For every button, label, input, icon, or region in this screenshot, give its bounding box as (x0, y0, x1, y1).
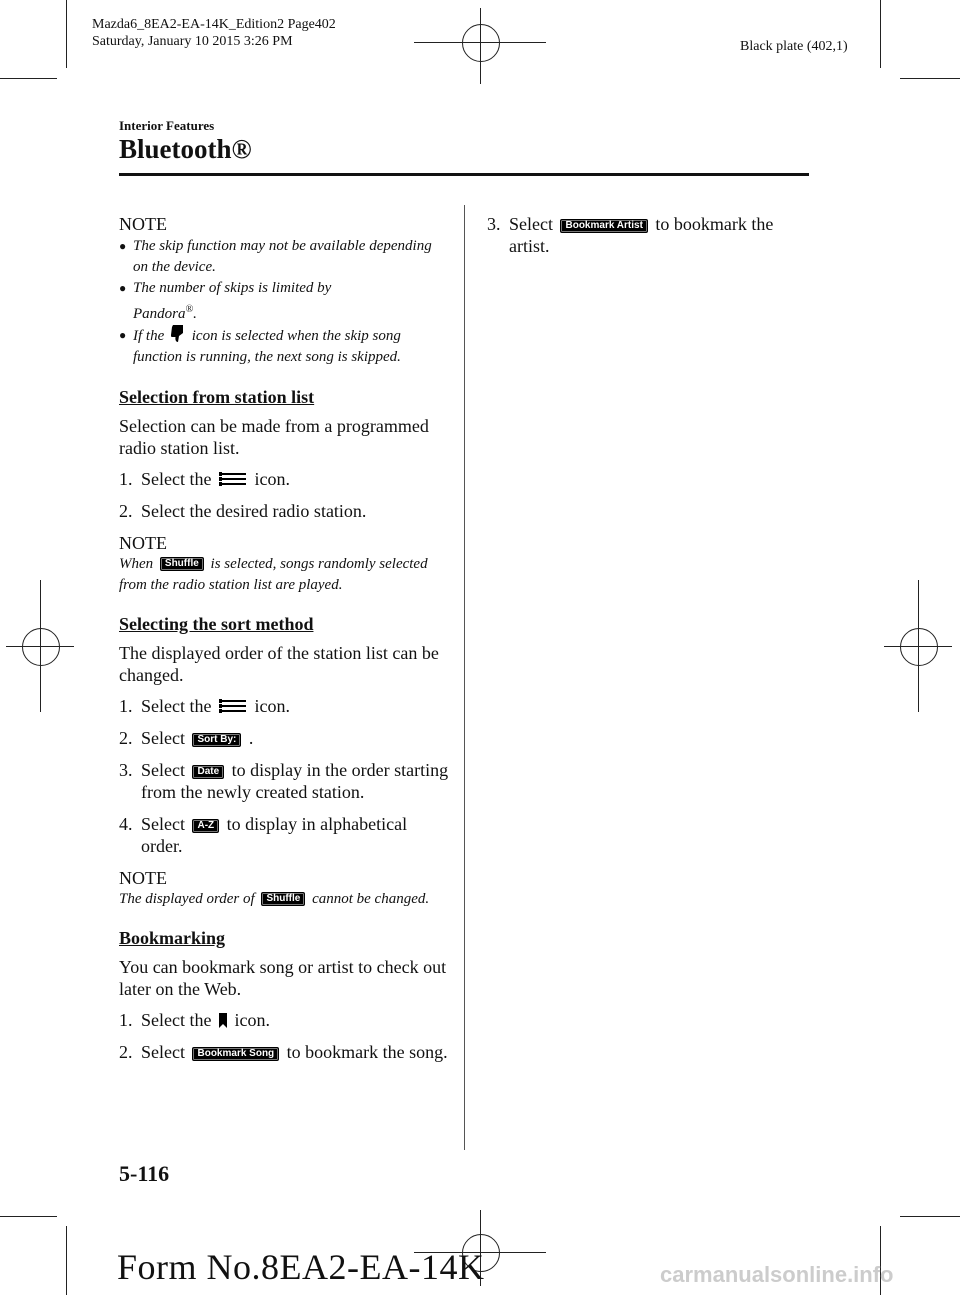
paragraph: The displayed order of the station list can be changed. (119, 643, 439, 685)
bookmark-artist-button: Bookmark Artist (560, 219, 647, 233)
a-z-button: A-Z (192, 819, 219, 833)
note-item: ● The skip function may not be available depending on the device. (119, 238, 432, 275)
step: 2. Select Bookmark Song to bookmark the song. (119, 1042, 448, 1062)
column-divider (464, 205, 465, 1150)
step: 1. Select the icon. (119, 1010, 270, 1030)
note-item: ● If the icon is selected when the skip song function is running, the next song is skipped. (119, 325, 449, 368)
note-text: When Shuffle is selected, songs randomly selected from the radio station list are played. (119, 556, 428, 593)
paragraph: You can bookmark song or artist to check out later on the Web. (119, 957, 447, 999)
file-info (92, 16, 336, 50)
watermark: carmanualsonline.info (660, 1262, 894, 1287)
step: 3. Select Bookmark Artist to bookmark the artist. (487, 214, 774, 256)
station-list-icon (220, 472, 246, 486)
file-info-line2: Saturday, January 10 2015 3:26 PM (92, 34, 293, 49)
shuffle-button: Shuffle (160, 557, 204, 571)
bullet-icon: ● (119, 239, 127, 253)
bullet-icon: ● (119, 281, 127, 295)
header-rule (119, 173, 809, 176)
step: 4. Select A-Z to display in alphabetical order. (119, 814, 408, 856)
page-number: 5-116 (119, 1161, 170, 1186)
section-heading: Selecting the sort method (119, 614, 314, 634)
sort-by-button: Sort By: (192, 733, 241, 747)
section-heading: Selection from station list (119, 387, 315, 407)
paragraph: Selection can be made from a programmed radio station list. (119, 416, 429, 458)
section-label: Interior Features (119, 118, 215, 133)
shuffle-button: Shuffle (261, 892, 305, 906)
thumbs-down-icon (171, 325, 185, 342)
left-column (119, 213, 449, 1063)
note-heading: NOTE (119, 868, 167, 888)
right-column (487, 213, 809, 257)
section-heading: Bookmarking (119, 928, 226, 948)
note-heading: NOTE (119, 533, 167, 553)
chapter-title: Bluetooth® (119, 134, 252, 164)
step: 3. Select Date to display in the order starting from the newly created station. (119, 760, 449, 802)
form-number: Form No.8EA2-EA-14K (117, 1247, 485, 1287)
step: 1. Select the icon. (119, 469, 290, 489)
note-item: ● The number of skips is limited by Pandora®. (119, 280, 332, 322)
bookmark-song-button: Bookmark Song (192, 1047, 279, 1061)
step: 2. Select the desired radio station. (119, 501, 367, 521)
plate-label: Black plate (402,1) (740, 39, 848, 54)
file-info-line1: Mazda6_8EA2-EA-14K_Edition2 Page402 (92, 17, 336, 32)
bullet-icon: ● (119, 328, 127, 342)
step: 2. Select Sort By: . (119, 728, 254, 748)
step: 1. Select the icon. (119, 696, 290, 716)
bookmark-icon (219, 1013, 227, 1028)
date-button: Date (192, 765, 224, 779)
note-text: The displayed order of Shuffle cannot be changed. (119, 891, 430, 907)
station-list-icon (220, 699, 246, 713)
note-heading: NOTE (119, 214, 167, 234)
